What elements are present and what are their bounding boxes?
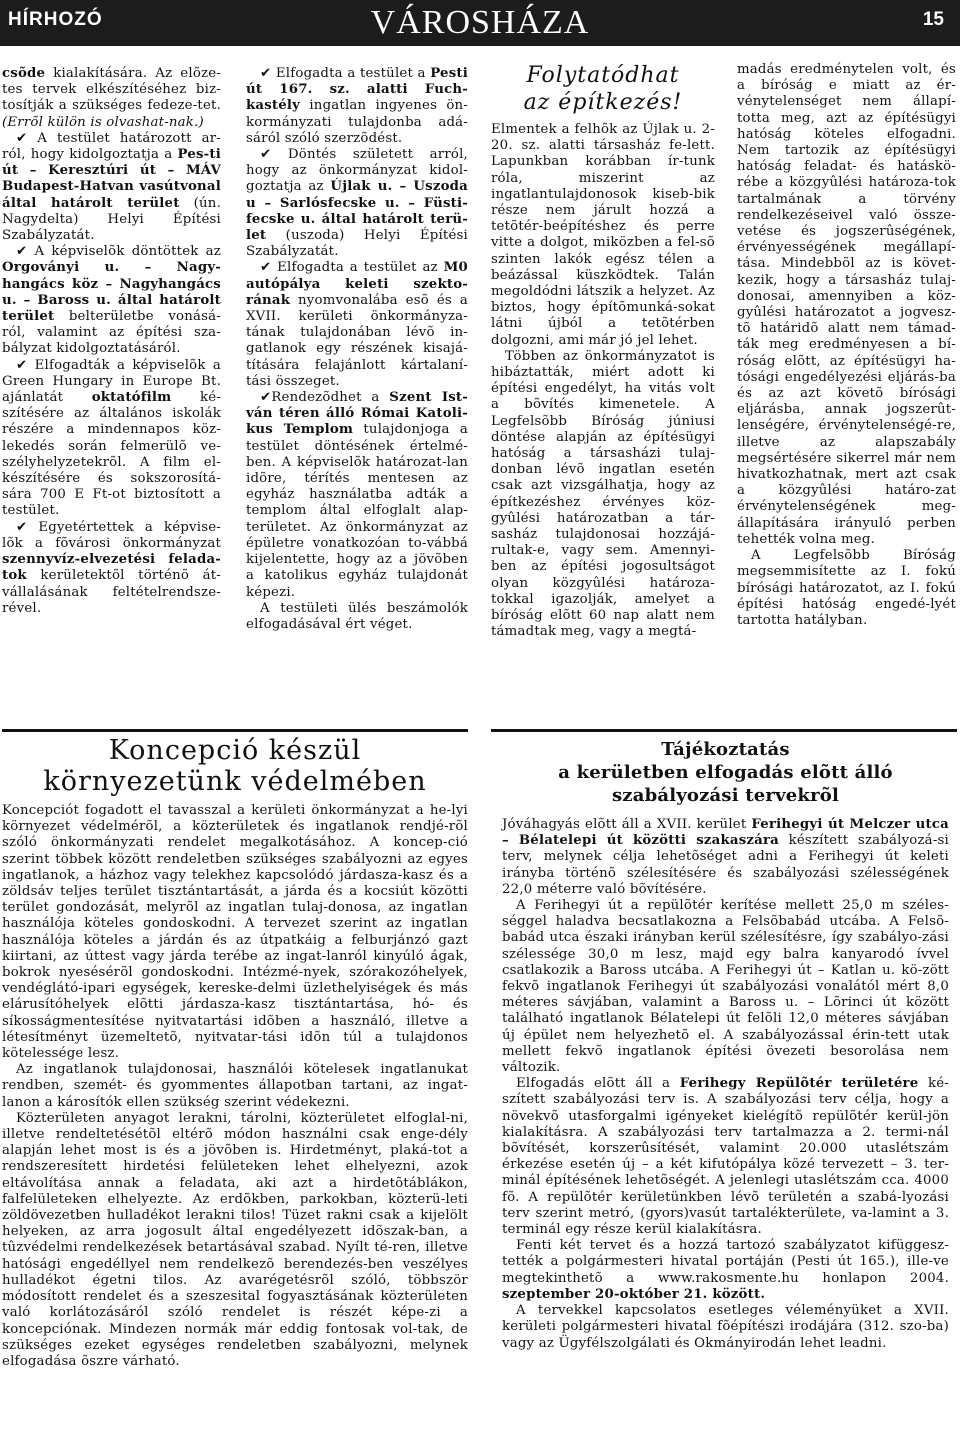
paragraph: ✔ Egyetértettek a képvise-lõk a fõvárosi önkormányzat szennyvíz-elvezetési felada-tok kerületektõl történõ át-vállalásának feltételrendsze-rével. [2,519,221,616]
article-environment [2,735,468,1370]
paragraph: csõde kialakítására. Az elõze-tes tervek elkészítéséhez biz-tosítják a szükséges fedeze-tet. (Errõl külön is olvashat-nak.) [2,66,221,130]
check-icon: ✔ [260,66,272,81]
check-icon: ✔ [260,260,272,276]
check-icon: ✔ [16,519,28,535]
divider [491,729,957,732]
check-icon: ✔ [260,390,272,406]
section-name: HÍRHOZÓ [8,9,103,30]
column-3 [491,62,715,641]
paragraph: Elmentek a felhõk az Újlak u. 2-20. sz. alatti társasház fe-lett. Lapunkban korábban ír-tunk róla, miszerint az ingatlantulajdonosok kiseb-bik része nem járult hozzá a tetõtér-beépítéshez és perre vitte a dolgot, miközben a fel-sõ szinten lakók egész télen a beázással küszködtek. Talán megoldódni látszik a helyzet. Az biztos, hogy építõmunká-sokat látni újból a tetõtérben dolgozni, ami már jó jel lehet. [491,122,715,348]
article-title: Folytatódhat az építkezés! [523,63,683,115]
paragraph: ✔Rendezõdhet a Szent Ist-ván téren álló Római Katoli-kus Templom tulajdonjoga a testület döntésének értelmé-ben. A képviselõk határozat-lan idõre, térítés mentesen az egyház használatba adták a templom által elfoglalt alap-területet. Az önkormányzat az épületre vonatkozóan to-vábbá kijelentette, hogy az a jövõben a katolikus egyház tulajdonát képezi. [246,390,468,600]
paragraph: ✔ Elfogadta a testület a Pesti út 167. sz. alatti Fuch-kastély ingatlan ingyenes ön-kormányzati tulajdonba adá-sáról szóló szerzõdést. [246,66,468,146]
page-header [0,0,960,46]
paragraph: Jóváhagyás elõtt áll a XVII. kerület Ferihegyi út Melczer utca – Bélatelepi út közötti szakaszára készített szabályozá-si terv, melynek célja lehetõséget adni a Ferihegyi út keleti irányba történõ szélesítésére és szabályozási szélességének 22,0 méterre való bõvítésére. [502,817,949,897]
page-number: 15 [922,9,944,30]
paragraph: A tervekkel kapcsolatos esetleges véleményüket a XVII. kerületi polgármesteri hivatal fõépítészi irodájára (312. szo-ba) vagy az Ügyfélszolgálati és Okmányirodán lehet leadni. [502,1303,949,1351]
paragraph: A Ferihegyi út a repülõtér kerítése mellett 25,0 m széles-séggel haladva becsatlakozna a Felsõbabád utcába. A Felsõ-babád utca északi irányban kerül szélesítésre, így szabályo-zási szélessége 30,0 m lesz, majd egy balra kanyarodó ívvel csatlakozik a Baross utcába. A Ferihegyi út – Katlan u. kö-zött fekvõ ingatlanok Ferihegyi út szabályozási vonalától mért 8,0 méteres sávjában, valamint a Baross u. – Lõrinci út között található ingatlanok Bélatelepi út felõli 12,0 méteres sávjában új épület nem helyezhetõ el. A szabályozással érin-tett utak mellett fekvõ ingatlanok építési övezeti besorolása nem változik. [502,898,949,1076]
paragraph: Koncepciót fogadott el tavasszal a kerületi önkormányzat a he-lyi környezet védelmérõl, a közterületek és ingatlanok rendjé-rõl szóló önkormányzati rendelet megalkotásához. A koncep-ció szerint többek között rendeletben szükséges szabályozni az egyes ingatlanok, a házhoz vagy telekhez kapcsolódó járdasza-kasz és a zöldsáv teljes terület tisztántartását, a járda és a kocsiút közötti terület gondozását, melyrõl az ingatlan tulaj-donosa, az ingatlan használója köteles gondoskodni. A tervezet szerint az ingatlan használója köteles a járdán és az útpatkáig a felburjánzó gazt kiirtani, az úttest vagy járda terébe az ingat-lanról kinyúló ágak, bokrok nyesésérõl gondoskodni. Intézmé-nyek, szórakozóhelyek, vendéglátó-ipari egységek, kereske-delmi üzlethelyiségek és más elárusítóhelyek elõtti járdasza-kasz tisztántartása, hó- és síkosságmentesítése nyitvatartási idõben a használó, illetve a létesítményt üzemeltetõ, nyitvatar-tási idõn túl a tulajdonos kötelessége lesz. [2,803,468,1062]
page-title: VÁROSHÁZA [370,4,590,41]
paragraph: A testületi ülés beszámolók elfogadásával ért véget. [246,600,468,632]
paragraph: ✔ A testület határozott ar-ról, hogy kidolgoztatja a Pes-ti út – Keresztúri út – MÁV Budapest-Hatvan vasútvonal által határolt terület (ún. Nagydelta) Helyi Építési Szabályzatát. [2,130,221,244]
article-title: Koncepció készül környezetünk védelmében [43,735,427,797]
article-zoning-plans [502,738,949,1352]
check-icon: ✔ [16,244,28,260]
paragraph: Az ingatlanok tulajdonosai, használói kötelesek ingatlanukat rendben, szemét- és gyommentes állapotban tartani, az ingat-lanon a károsítók ellen szükség szerint védekezni. [2,1062,468,1110]
column-1 [2,66,221,617]
paragraph: ✔ A képviselõk döntöttek az Orgoványi u. – Nagy-hangács köz – Nagyhangács u. – Baross u. által határolt terület belterületbe vonásá-ról, valamint az építési sza-bályzat kidolgoztatásáról. [2,244,221,357]
paragraph: Fenti két tervet és a hozzá tartozó szabályzatot kifüggesz-tették a polgármesteri hivatal portáján (Pesti út 165.), ille-ve megtekinthetõ a www.rakosmente.hu honlapon 2004. szeptember 20-október 21. között. [502,1238,949,1302]
article-title: Tájékoztatás a kerületben elfogadás elõtt álló szabályozási tervekrõl [558,739,893,806]
paragraph: Többen az önkormányzatot is hibáztatták, miért adott ki építési engedélyt, ha vitás volt a bõvítés kimenetele. A Legfelsõbb Bíróság júniusi döntése alapján az építésügyi hatóság a társasházi tulaj-donban lévõ ingatlan esetén csak azt vizsgálhatja, hogy az építkezéshez érvényes köz-gyûlési határozatban a tár-sasház tulajdonosai hozzájá-rultak-e, vagy sem. Amennyi-ben az építési jogosultságot olyan közgyûlési határoza-tokkal igazolják, amelyet a bíróság elõtt 60 nap alatt nem támadtak meg, vagy a megtá- [491,348,715,640]
divider [2,729,468,732]
check-icon: ✔ [16,130,28,146]
paragraph: ✔ Elfogadták a képviselõk a Green Hungary in Europe Bt. ajánlatát oktatófilm ké-szítésére az általános iskolák részére a mindennapos köz-lekedés során felmerülõ ve-szélyhelyzetekrõl. A film el-készítésére és sokszorosítá-sára 700 E Ft-ot biztosított a testület. [2,357,221,519]
check-icon: ✔ [16,357,28,373]
check-icon: ✔ [260,147,272,163]
paragraph: madás eredménytelen volt, és a bíróság e miatt az ér-vénytelenséget nem állapí-totta meg, azt az építésügyi hatóság köteles elfogadni. Nem tartozik az építésügyi hatóság feladat- és hatáskö-rébe a közgyûlési határoza-tok tartalmának a törvény rendelkezéseivel való össze-vetése és jogszerûségének, érvényességének megállapí-tása. Mindebbõl az is követ-kezik, hogy a társasház tulaj-donosai, amennyiben a köz-gyûlési határozatot a jogvesz-tõ határidõ alatt nem támad-ták meg eredményesen a bí-róság elõtt, az építésügyi ha-tósági engedélyezési eljárás-ba és az azt követõ bírósági eljárásba, annak jogszerût-lenségére, érvénytelenségé-re, illetve az alapszabály megsértésére sikerrel már nem hivatkozhatnak, mert azt csak a közgyûlési határo-zat érvénytelenségének meg-állapítására irányuló perben tehették volna meg. [737,62,956,547]
paragraph: Elfogadás elõtt áll a Ferihegy Repülõtér területére ké-szített szabályozási terv is. A szabályozási terv célja, hogy a növekvõ utasforgalmi igényeket kielégítõ repülõtér kerül-jön kialakításra. A szabályozási terv tartalmazza a 2. termi-nál bõvítését, korszerûsítését, valamint 20.000 utaslétszám érkezése esetén új – a két kifutópálya közé tervezett – 3. ter-minál építésének lehetõségét. A jelenlegi utaslétszám cca. 4000 fõ. A repülõtér kerületünkben lévõ területén a szabá-lyozási terv szerint metró, (gyors)vasút tartalékterülete, va-lamint a 3. terminál egy része kerül kialakításra. [502,1076,950,1238]
paragraph: Közterületen anyagot lerakni, tárolni, közterületet elfoglal-ni, illetve rendeltetésétõl eltérõ módon használni csak enge-dély alapján lehet most is és a jövõben is. Hirdetményt, plaká-tot a rendszeresített hirdetési felületeken lehet elhelyezni, azok eltávolítása annak a feladata, aki azt a hirdetõtáblákon, falfelületeken elhelyezte. Az erdõkben, parkokban, közterü-leti zöldövezetben hulladékot lerakni tilos! Tüzet rakni csak a kijelölt helyeken, az arra jogosult által engedélyezett idõszak-ban, a tûzvédelmi rendelkezések betartásával szabad. Nyílt té-ren, illetve hatósági engedéllyel nem rendelkezõ berendezés-ben veszélyes hulladékot égetni tilos. Az avarégetésrõl szóló, többször módosított rendelet és a szeszesital fogyasztásának közterületen való korlátozásáról szóló rendelet is részét képe-zi a koncepciónak. Mindezen normák már eddig fontosak vol-tak, de szükséges ezeket egységes rendeletben szabályozni, melynek elfogadása õszre várható. [2,1110,468,1369]
paragraph: ✔ Elfogadta a testület az M0 autópálya keleti szekto-rának nyomvonalába esõ és a XVII. kerületi önkormányza-tának tulajdonában lévõ in-gatlanok egy részének kisajá-títására felajánlott kártalaní-tási összeget. [246,260,468,389]
paragraph: A Legfelsõbb Bíróság megsemmisítette az I. fokú bírósági határozatot, az I. fokú építési hatóság engedé-lyét tartotta hatályban. [737,548,956,628]
paragraph: ✔ Döntés született arról, hogy az önkormányzat kidol-goztatja az Újlak u. – Uszoda u – Sarlósfecske u. – Füsti-fecske u. által határolt terü-let (uszoda) Helyi Építési Szabályzatát. [246,147,468,260]
column-4 [737,62,956,629]
column-2 [246,66,468,633]
